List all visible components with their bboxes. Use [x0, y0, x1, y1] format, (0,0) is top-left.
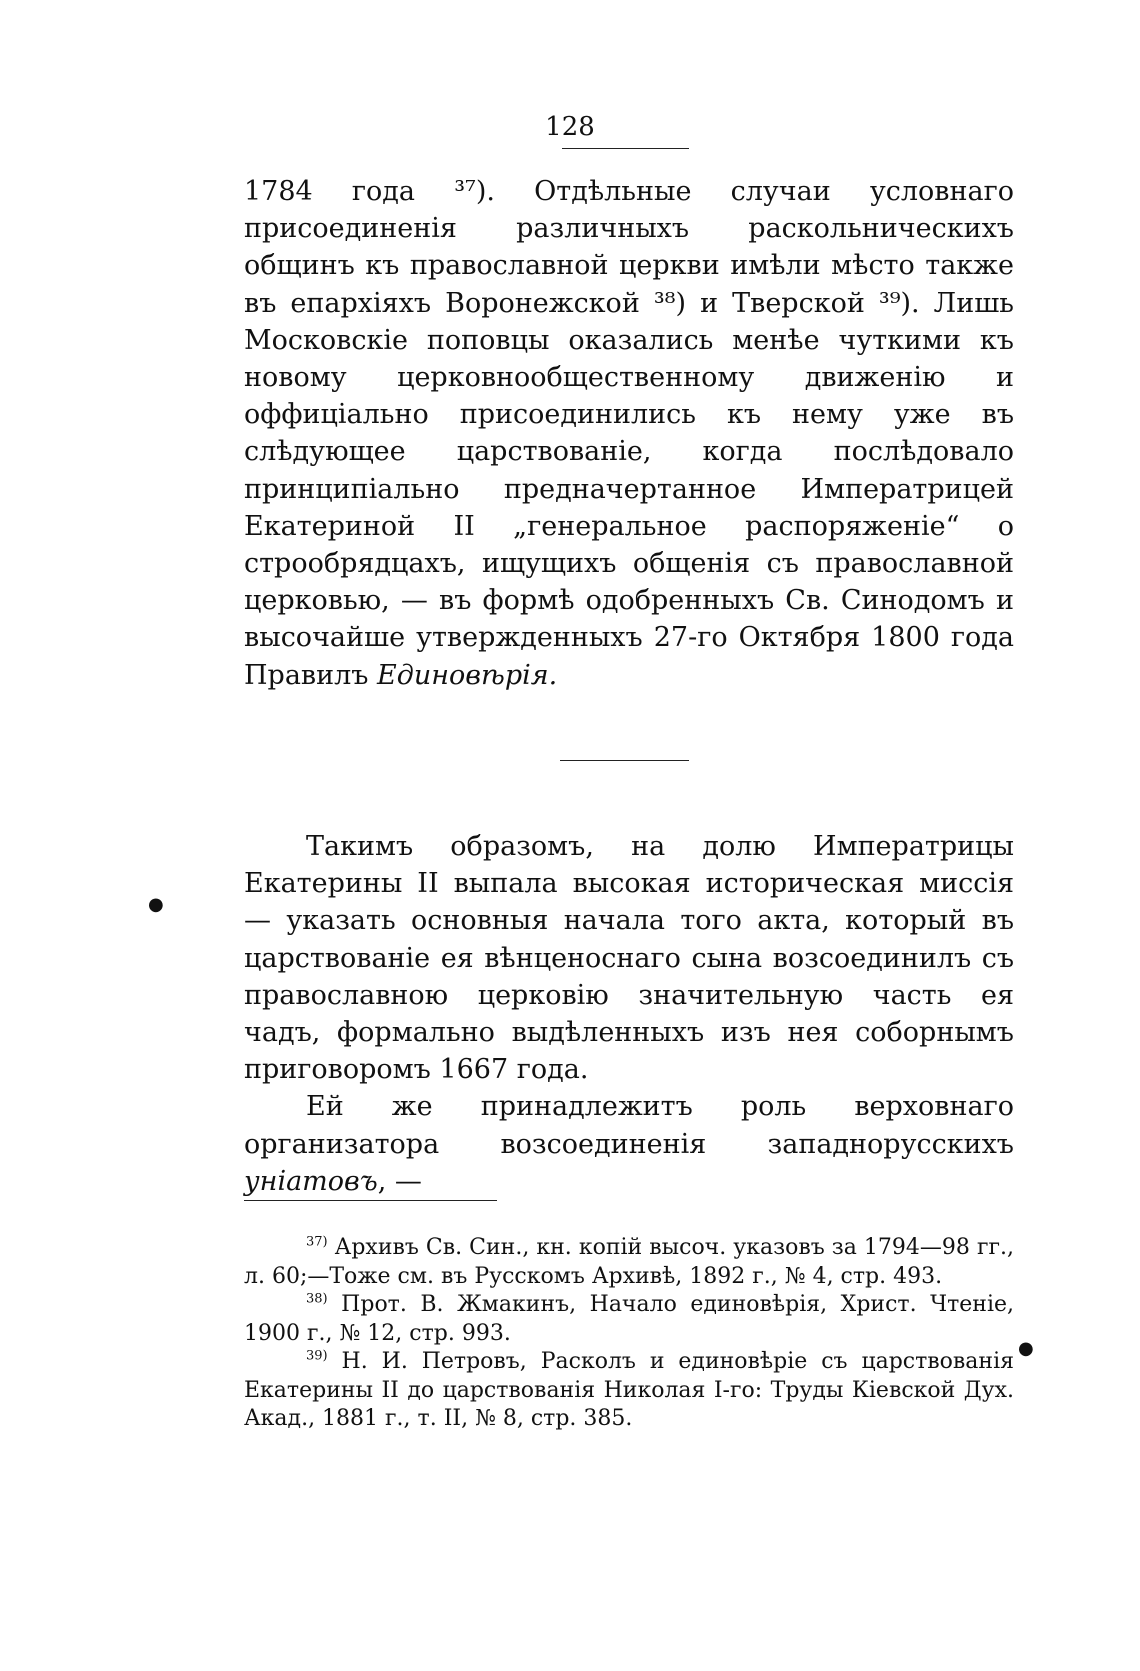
body-text-bottom [244, 828, 1014, 1200]
footnote-text: Н. И. Петровъ, Расколъ и единовѣріе съ царствованія Екатерины II до царствованія Николая I-го: Труды Кіевской Дух. Акад., 1881 г., т. II, № 8, стр. 385. [244, 1349, 1015, 1431]
paragraph-3 [244, 1088, 1014, 1200]
footnote-38 [244, 1291, 1014, 1348]
footnote-37 [244, 1234, 1014, 1291]
paragraph-continued [244, 173, 1014, 694]
footnote-number: 39) [306, 1348, 328, 1364]
italic-term-uniates: уніатовъ [244, 1165, 378, 1197]
paragraph-3-end: , — [377, 1165, 422, 1197]
footnote-divider [244, 1200, 497, 1201]
paragraph-3-text: Ей же принадлежитъ роль верховнаго организатора возсоединенія западнорусскихъ [244, 1091, 1014, 1160]
footnotes [244, 1234, 1014, 1434]
margin-dot-icon: ● [1018, 1338, 1034, 1359]
footnote-text: Архивъ Св. Син., кн. копій высоч. указовъ за 1794—98 гг., л. 60;—Тоже см. въ Русскомъ Архивѣ, 1892 г., № 4, стр. 493. [244, 1235, 1014, 1289]
footnote-number: 38) [306, 1291, 328, 1307]
paragraph-continued-text: 1784 года ³⁷). Отдѣльные случаи условнаго присоединенія различныхъ раскольническихъ общинъ къ православной церкви имѣли мѣсто также въ епархіяхъ Воронежской ³⁸) и Тверской ³⁹). Лишь Московскіе поповцы оказались менѣе чуткими къ новому церковнообщественному движенію и оффиціально присоединились къ нему уже въ слѣдующее царствованіе, когда послѣдовало принципіально предначертанное Императрицей Екатериной II „генеральное распоряженіе“ о строобрядцахъ, ищущихъ общенія съ православной церковью, — въ формѣ одобренныхъ Св. Синодомъ и высочайше утвержденныхъ 27-го Октября 1800 года Правилъ [244, 176, 1014, 691]
italic-term: Единовѣрія. [377, 659, 558, 691]
body-text-top [244, 173, 1014, 694]
page-number: 128 [545, 112, 595, 142]
section-divider [560, 760, 689, 761]
footnote-text: Прот. В. Жмакинъ, Начало единовѣрія, Христ. Чтеніе, 1900 г., № 12, стр. 993. [244, 1292, 1015, 1346]
paragraph-2: Такимъ образомъ, на долю Императрицы Екатерины II выпала высокая историческая миссія — указать основныя начала того акта, который въ царствованіе ея вѣнценоснаго сына возсоединилъ съ православною церковію значительную часть ея чадъ, формально выдѣленныхъ изъ нея соборнымъ приговоромъ 1667 года. [244, 831, 1014, 1086]
footnote-number: 37) [306, 1234, 328, 1250]
page-number-underline [562, 148, 689, 149]
margin-dot-icon: ● [148, 894, 164, 915]
footnote-39 [244, 1348, 1014, 1434]
